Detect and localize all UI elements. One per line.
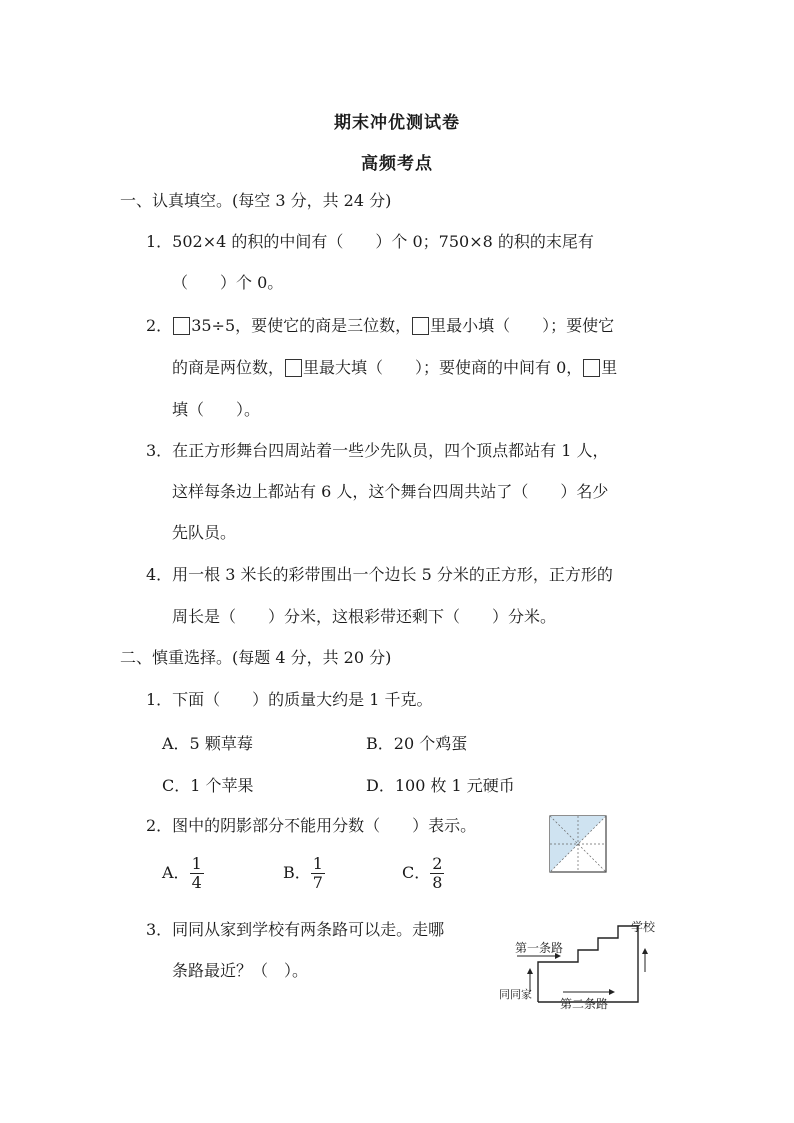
fraction-denominator: 4 — [191, 873, 202, 892]
s1-q3-line2: 这样每条边上都站有 6 人，这个舞台四周共站了（ ）名少 — [172, 482, 609, 501]
s1-q2-line1 — [146, 315, 614, 337]
s1-q4-line1: 4．用一根 3 米长的彩带围出一个边长 5 分米的正方形，正方形的 — [146, 565, 613, 584]
s2-q3-line2: 条路最近？（ ）。 — [172, 961, 309, 980]
answer-box — [173, 317, 190, 335]
s1-q2-text-a: 35÷5，要使它的商是三位数， — [191, 316, 412, 335]
path2-label: 第二条路 — [560, 997, 609, 1011]
page-subtitle: 高频考点 — [361, 154, 433, 174]
section2-heading: 二、慎重选择。(每题 4 分，共 20 分) — [120, 648, 392, 667]
route-figure — [495, 912, 670, 1012]
s1-q3-line1: 3．在正方形舞台四周站着一些少先队员，四个顶点都站有 1 人， — [146, 441, 609, 460]
s1-q2-text-e: 里 — [601, 358, 618, 377]
answer-box — [285, 359, 302, 377]
option-b-label: B． — [283, 863, 311, 882]
home-label: 同同家 — [499, 988, 532, 1001]
s1-q1-line2: （ ）个 0。 — [172, 273, 284, 292]
section1-heading: 一、认真填空。(每空 3 分，共 24 分) — [120, 191, 392, 210]
s2-q1-option-d: D．100 枚 1 元硬币 — [366, 776, 515, 795]
s2-q2-option-c — [402, 855, 444, 892]
page-title: 期末冲优测试卷 — [334, 113, 460, 133]
answer-box — [412, 317, 429, 335]
fraction-denominator: 8 — [432, 873, 443, 892]
fraction-denominator: 7 — [312, 873, 323, 892]
fraction-a — [190, 855, 204, 892]
school-label: 学校 — [631, 920, 656, 934]
fraction-numerator: 1 — [312, 854, 323, 873]
s1-q2-text-d: 里最大填（ ）；要使商的中间有 0， — [303, 358, 583, 377]
s2-q2-stem: 2．图中的阴影部分不能用分数（ ）表示。 — [146, 816, 477, 835]
s2-q1-option-a: A．5 颗草莓 — [162, 734, 253, 753]
answer-box — [583, 359, 600, 377]
s2-q2-option-a — [162, 855, 204, 892]
s2-q1-option-b: B．20 个鸡蛋 — [366, 734, 468, 753]
s2-q3-line1: 3．同同从家到学校有两条路可以走。走哪 — [146, 920, 445, 939]
shaded-square-figure — [549, 815, 607, 873]
s1-q3-line3: 先队员。 — [172, 523, 237, 542]
s1-q1-line1: 1．502×4 的积的中间有（ ）个 0；750×8 的积的末尾有 — [146, 232, 594, 251]
s1-q2-text-c: 的商是两位数， — [172, 358, 285, 377]
s1-q2-line2 — [172, 357, 617, 379]
s2-q1-stem: 1．下面（ ）的质量大约是 1 千克。 — [146, 690, 433, 709]
s1-q2-line3: 填（ ）。 — [172, 400, 261, 419]
fraction-numerator: 1 — [191, 854, 202, 873]
s1-q4-line2: 周长是（ ）分米，这根彩带还剩下（ ）分米。 — [172, 607, 557, 626]
option-a-label: A． — [162, 863, 190, 882]
s1-q2-text-b: 里最小填（ ）；要使它 — [430, 316, 615, 335]
option-c-label: C． — [402, 863, 431, 882]
s2-q2-option-b — [283, 855, 325, 892]
fraction-b — [311, 855, 325, 892]
fraction-numerator: 2 — [432, 854, 443, 873]
fraction-c — [430, 855, 444, 892]
s1-q2-number: 2． — [146, 316, 173, 335]
path1-label: 第一条路 — [515, 941, 564, 955]
s2-q1-option-c: C．1 个苹果 — [162, 776, 254, 795]
